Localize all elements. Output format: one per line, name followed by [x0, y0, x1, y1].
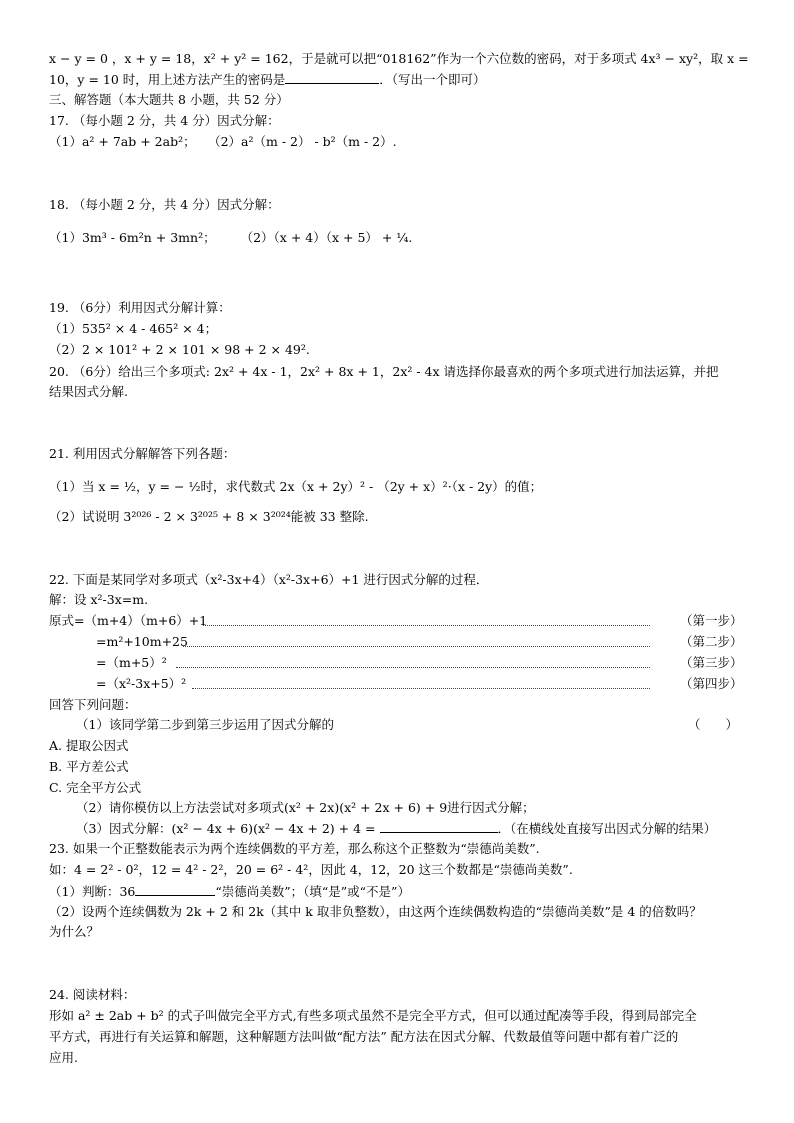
q23-part1 [49, 883, 410, 900]
line-02 [49, 71, 486, 88]
step2-label: （第二步） [680, 634, 743, 649]
q18-parts: （1）3m³ - 6m²n + 3mn²； （2）（x + 4）（x + 5） + ¼. [49, 230, 413, 245]
option-b[interactable]: B. 平方差公式 [49, 759, 129, 774]
q22-part3-text: （3）因式分解：(x² − 4x + 6)(x² − 4x + 2) + 4 = [76, 821, 376, 836]
q19-title: 19. （6分）利用因式分解计算： [49, 300, 231, 315]
q23-part2: （2）设两个连续偶数为 2k + 2 和 2k（其中 k 取非负整数），由这两个连续偶数构造的“崇德尚美数”是 4 的倍数吗？ [49, 904, 702, 919]
step1-dots [203, 625, 650, 626]
q21-title: 21. 利用因式分解解答下列各题： [49, 446, 236, 461]
q22-title: 22. 下面是某同学对多项式（x²-3x+4）（x²-3x+6）+1 进行因式分解的过程． [49, 572, 489, 587]
q19-part2: （2）2 × 101² + 2 × 101 × 98 + 2 × 49². [49, 342, 310, 357]
step2-dots [183, 646, 650, 647]
step3-expr: =（m+5）² [96, 655, 167, 670]
judge-answer-blank[interactable] [135, 883, 215, 896]
step1-label: （第一步） [680, 613, 743, 628]
answer-prompt: 回答下列问题： [49, 697, 137, 712]
q24-text-3: 应用. [49, 1050, 78, 1065]
step4-dots [192, 688, 650, 689]
q22-part2: （2）请你模仿以上方法尝试对多项式(x² + 2x)(x² + 2x + 6) + 9进行因式分解； [76, 800, 535, 815]
q23-part2-cont: 为什么？ [49, 924, 100, 939]
step1-expr: 原式=（m+4）（m+6）+1 [49, 613, 208, 628]
step2-expr: =m²+10m+25 [96, 634, 188, 649]
q20-text: 20. （6分）给出三个多项式: 2x² + 4x - 1，2x² + 8x + 1，2x² - 4x 请选择你最喜欢的两个多项式进行加法运算，并把 [49, 364, 719, 379]
q24-title: 24. 阅读材料： [49, 987, 136, 1002]
q22-part1-answer-bracket[interactable]: （ ） [688, 717, 739, 732]
q18-title: 18. （每小题 2 分，共 4 分）因式分解： [49, 197, 280, 212]
q19-part1: （1）535² × 4 - 465² × 4； [49, 321, 218, 336]
q23-part1-tail: “崇德尚美数”；（填“是”或“不是”） [215, 884, 410, 899]
factor-answer-blank[interactable] [380, 820, 498, 833]
q23-part1-text: （1）判断：36 [49, 884, 136, 899]
q17-parts: （1）a² + 7ab + 2ab²； （2）a²（m - 2） - b²（m - 2）. [49, 134, 397, 149]
q21-part1: （1）当 x = ½，y = − ½时，求代数式 2x（x + 2y）² - （2y + x）²·（x - 2y）的值； [49, 479, 543, 494]
step4-label: （第四步） [680, 676, 743, 691]
step3-label: （第三步） [680, 655, 743, 670]
q24-text-2: 平方式，再进行有关运算和解题，这种解题方法叫做“配方法” 配方法在因式分解、代数最值等问题中都有着广泛的 [49, 1029, 679, 1044]
line-02-tail: ．（写出一个即可） [379, 72, 486, 87]
q22-part3-tail: ．（在横线处直接写出因式分解的结果） [497, 821, 717, 836]
q17-title: 17. （每小题 2 分，共 4 分）因式分解： [49, 113, 280, 128]
step4-expr: =（x²-3x+5）² [96, 676, 187, 691]
q20-text-cont: 结果因式分解. [49, 384, 128, 399]
q22-part1: （1）该同学第二步到第三步运用了因式分解的 [76, 717, 334, 732]
q23-title: 23. 如果一个正整数能表示为两个连续偶数的平方差，那么称这个正整数为“崇德尚美数”. [49, 841, 540, 856]
step3-dots [176, 667, 650, 668]
option-c[interactable]: C. 完全平方公式 [49, 780, 142, 795]
password-answer-blank[interactable] [285, 71, 379, 84]
line-01: x − y = 0 ，x + y = 18，x² + y² = 162，于是就可以把“018162”作为一个六位数的密码，对于多项式 4x³ − xy²，取 x = [49, 51, 749, 66]
option-a[interactable]: A. 提取公因式 [49, 738, 129, 753]
q24-text-1: 形如 a² ± 2ab + b² 的式子叫做完全平方式,有些多项式虽然不是完全平方式，但可以通过配凑等手段，得到局部完全 [49, 1008, 697, 1023]
q22-solution-start: 解：设 x²-3x=m. [49, 592, 149, 607]
q22-part3 [76, 820, 716, 837]
q21-part2: （2）试说明 3²⁰²⁶ - 2 × 3²⁰²⁵ + 8 × 3²⁰²⁴能被 33 整除. [49, 509, 369, 524]
line-02-text: 10，y = 10 时，用上述方法产生的密码是 [49, 72, 286, 87]
q23-example: 如：4 = 2² - 0²，12 = 4² - 2²，20 = 6² - 4²，因此 4，12，20 这三个数都是“崇德尚美数”. [49, 862, 573, 877]
section-heading: 三、解答题（本大题共 8 小题，共 52 分） [49, 92, 289, 107]
